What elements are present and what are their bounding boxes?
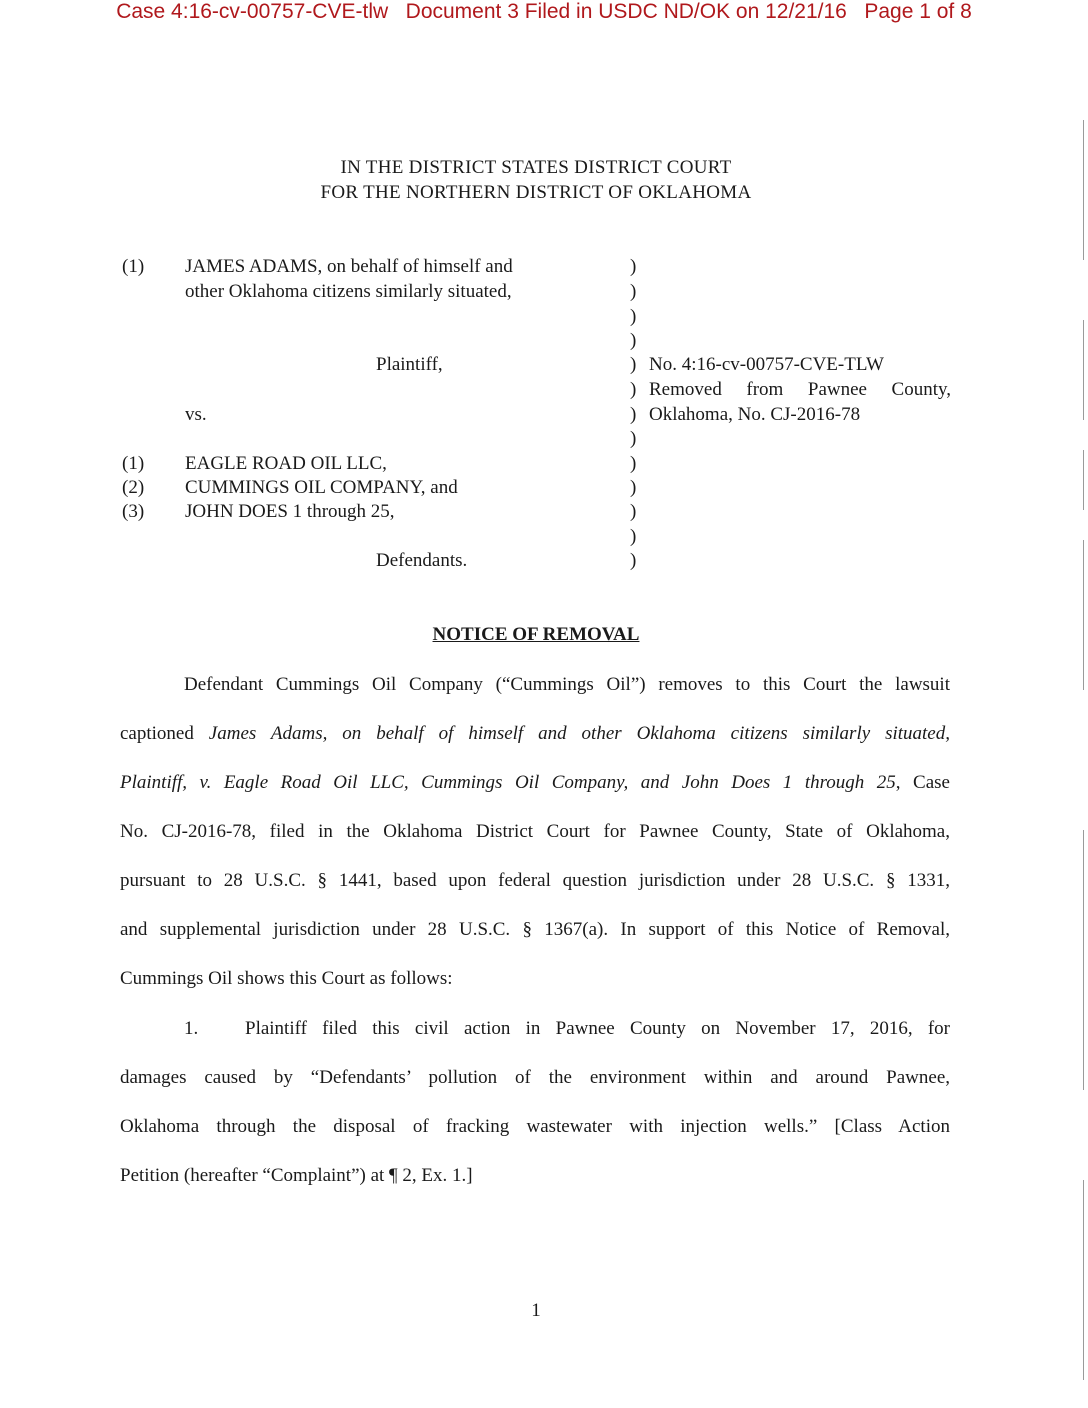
plaintiff-number: (1): [122, 256, 145, 277]
body-line: Petition (hereafter “Complaint”) at ¶ 2, Ex. 1.]: [120, 1165, 473, 1186]
body-line: [120, 772, 950, 794]
body-line: Oklahoma through the disposal of fracking wastewater with injection wells.” [Class Action: [120, 1116, 950, 1137]
body-line: and supplemental jurisdiction under 28 U.S.C. § 1367(a). In support of this Notice of Removal,: [120, 919, 950, 940]
defendant-number-3: (3): [122, 501, 145, 522]
caption-paren: ): [630, 526, 637, 547]
court-name-line-1: IN THE DISTRICT STATES DISTRICT COURT: [340, 157, 732, 178]
caption-paren: ): [630, 379, 637, 400]
scan-edge-mark: [1083, 540, 1084, 690]
caption-paren: ): [630, 428, 637, 449]
body-text: , Case: [895, 772, 950, 793]
caption-paren: ): [630, 477, 637, 498]
case-caption-italic: James Adams, on behalf of himself and other Oklahoma citizens similarly situated,: [208, 723, 950, 744]
defendant-name-1: EAGLE ROAD OIL LLC,: [185, 453, 387, 474]
plaintiff-name-line-2: other Oklahoma citizens similarly situated,: [185, 281, 512, 302]
court-name-line-2: FOR THE NORTHERN DISTRICT OF OKLAHOMA: [320, 182, 752, 203]
case-caption-italic: Plaintiff, v. Eagle Road Oil LLC, Cummings Oil Company, and John Does 1 through 25: [120, 772, 896, 793]
scan-edge-mark: [1083, 120, 1084, 260]
caption-paren: ): [630, 306, 637, 327]
defendant-name-3: JOHN DOES 1 through 25,: [185, 501, 395, 522]
removal-note-line-2: Oklahoma, No. CJ-2016-78: [649, 404, 861, 425]
scan-edge-mark: [1083, 320, 1084, 420]
body-line: [120, 723, 950, 745]
body-line: Plaintiff filed this civil action in Pawnee County on November 17, 2016, for: [245, 1018, 950, 1039]
body-line: No. CJ-2016-78, filed in the Oklahoma District Court for Pawnee County, State of Oklahoma,: [120, 821, 950, 842]
body-text: captioned: [120, 723, 209, 744]
defendant-role: Defendants.: [376, 550, 468, 571]
caption-paren: ): [630, 501, 637, 522]
scan-edge-mark: [1083, 1180, 1084, 1380]
body-line: Cummings Oil shows this Court as follows:: [120, 968, 453, 989]
defendant-name-2: CUMMINGS OIL COMPANY, and: [185, 477, 458, 498]
scan-edge-mark: [1083, 450, 1084, 510]
scan-edge-mark: [1083, 830, 1084, 1090]
body-line: Defendant Cummings Oil Company (“Cummings Oil”) removes to this Court the lawsuit: [184, 674, 950, 695]
plaintiff-name-line-1: JAMES ADAMS, on behalf of himself and: [185, 256, 513, 277]
caption-paren: ): [630, 281, 637, 302]
body-line: damages caused by “Defendants’ pollution of the environment within and around Pawnee,: [120, 1067, 950, 1088]
caption-paren: ): [630, 330, 637, 351]
defendant-number-1: (1): [122, 453, 145, 474]
body-line: pursuant to 28 U.S.C. § 1441, based upon federal question jurisdiction under 28 U.S.C. § 1331,: [120, 870, 950, 891]
plaintiff-role: Plaintiff,: [376, 354, 443, 375]
page-number: 1: [531, 1300, 541, 1321]
paragraph-number: 1.: [184, 1018, 199, 1039]
removal-note-line-1: Removed from Pawnee County,: [649, 379, 951, 400]
caption-paren: ): [630, 354, 637, 375]
caption-paren: ): [630, 404, 637, 425]
document-title: NOTICE OF REMOVAL: [432, 624, 640, 645]
case-header-stamp: Case 4:16-cv-00757-CVE-tlw Document 3 Filed in USDC ND/OK on 12/21/16 Page 1 of 8: [116, 0, 972, 23]
caption-paren: ): [630, 453, 637, 474]
caption-paren: ): [630, 550, 637, 571]
versus: vs.: [185, 404, 207, 425]
case-number: No. 4:16-cv-00757-CVE-TLW: [649, 354, 884, 375]
caption-paren: ): [630, 256, 637, 277]
defendant-number-2: (2): [122, 477, 145, 498]
